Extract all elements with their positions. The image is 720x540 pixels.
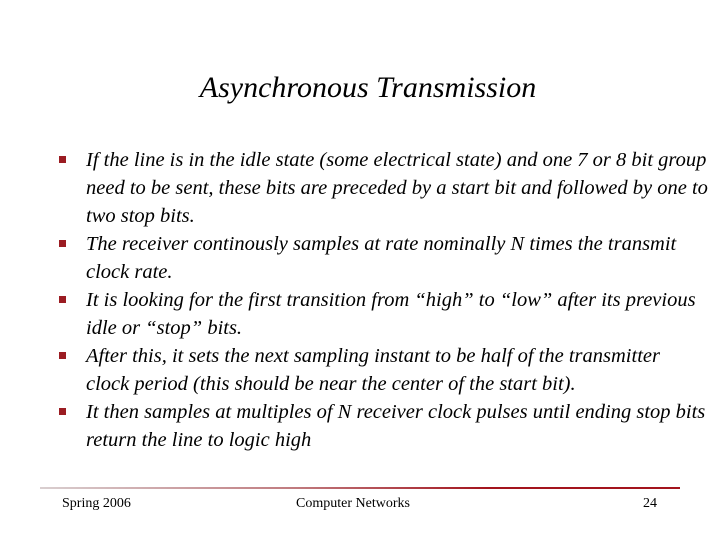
bullet-item <box>58 342 708 398</box>
bullet-text: It then samples at multiples of N receiver clock pulses until ending stop bits return the line to logic high <box>86 401 706 451</box>
bullet-text: After this, it sets the next sampling instant to be half of the transmitter clock period (this should be near the center of the start bit). <box>86 345 660 395</box>
bullet-text: The receiver continously samples at rate nominally N times the transmit clock rate. <box>86 233 677 283</box>
square-bullet-icon <box>59 240 66 247</box>
bullet-list <box>58 146 708 454</box>
footer-course-title: Computer Networks <box>296 496 410 511</box>
bullet-item <box>58 398 708 454</box>
footer-date: Spring 2006 <box>62 496 131 511</box>
bullet-text: If the line is in the idle state (some electrical state) and one 7 or 8 bit group need to be sent, these bits are preceded by a start bit and followed by one to two stop bits. <box>86 149 708 227</box>
square-bullet-icon <box>59 156 66 163</box>
footer-divider <box>40 487 680 489</box>
bullet-item <box>58 146 708 230</box>
square-bullet-icon <box>59 408 66 415</box>
bullet-item <box>58 286 708 342</box>
square-bullet-icon <box>59 352 66 359</box>
bullet-text: It is looking for the first transition from “high” to “low” after its previous idle or “stop” bits. <box>86 289 696 339</box>
square-bullet-icon <box>59 296 66 303</box>
bullet-item <box>58 230 708 286</box>
slide-title: Asynchronous Transmission <box>199 71 537 104</box>
page-number: 24 <box>643 496 657 511</box>
